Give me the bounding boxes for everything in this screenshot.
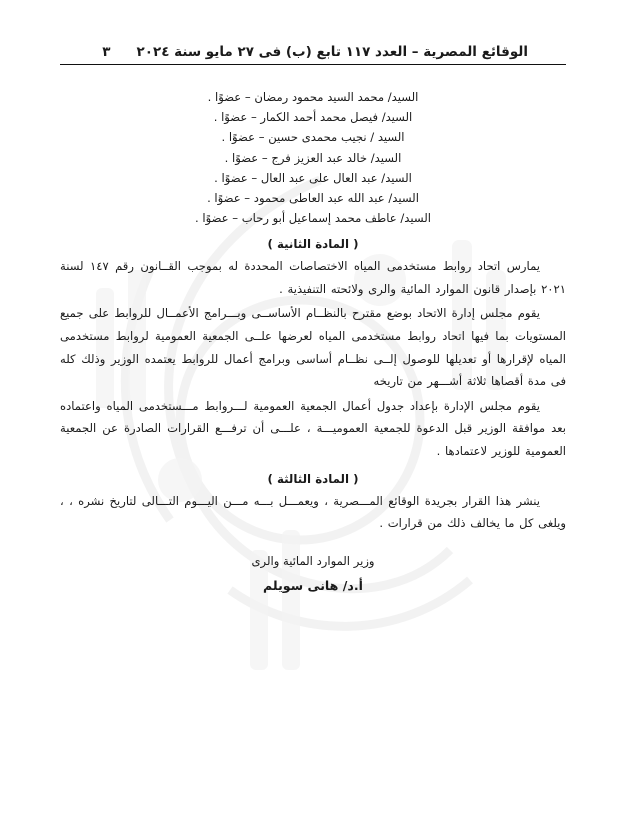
article-three-paragraph-1: ينشر هذا القرار بجريدة الوقائع المـــصرية ، ويعمـــل بـــه مـــن اليـــوم التـــالى لتاريخ نشره ، ، ويلغى كل ما يخالف ذلك من قرارات . (60, 493, 566, 531)
page-header (60, 44, 566, 65)
article-two-paragraph-2: يقوم مجلس إدارة الاتحاد بوضع مقترح بالنظــام الأساســى وبـــرامج الأعمــال للروابط على جميع المستويات بما فيها اتحاد روابط مستخدمى المياه لعرضها علــى الجمعية العمومية لروابط مستخدمى المياه لإقرارها أو تعديلها للوصول إلــى نظــام أساسى وبرامج أعمال للروابط يعتمده الوزير وذلك كله فى مدة أقصاها ثلاثة أشـــهر من تاريخه (60, 306, 566, 389)
header-title: الوقائع المصرية – العدد ١١٧ تابع (ب) فى ٢٧ مايو سنة ٢٠٢٤ (136, 44, 528, 60)
page-number: ٣ (102, 44, 111, 60)
article-two-paragraph-1: يمارس اتحاد روابط مستخدمى المياه الاختصاصات المحددة له بموجب القــانون رقم ١٤٧ لسنة ٢٠٢١ بإصدار قانون الموارد المائية والرى ولائحته التنفيذية . (60, 259, 566, 296)
list-item: السيد/ عبد العال على عبد العال – عضوًا . (214, 170, 412, 185)
member-list (60, 87, 566, 228)
signature-block (60, 551, 566, 593)
list-item: السيد/ خالد عبد العزيز فرج – عضوًا . (224, 150, 402, 165)
list-item: السيد/ فيصل محمد أحمد الكمار – عضوًا . (213, 110, 413, 125)
article-section-two (60, 237, 566, 462)
signature-name: أ.د/ هانى سويلم (263, 577, 363, 593)
list-item: السيد / نجيب محمدى حسين – عضوًا . (221, 130, 405, 145)
list-item: السيد/ محمد السيد محمود رمضان – عضوًا . (207, 90, 419, 104)
list-item: السيد/ عبد الله عبد العاطى محمود – عضوًا . (207, 190, 419, 205)
article-heading-three: ( المادة الثالثة ) (267, 471, 359, 486)
article-section-three (60, 472, 566, 535)
list-item: السيد/ عاطف محمد إسماعيل أبو رحاب – عضوًا . (195, 211, 431, 226)
signature-role: وزير الموارد المائية والرى (251, 553, 375, 568)
article-two-paragraph-3: يقوم مجلس الإدارة بإعداد جدول أعمال الجمعية العمومية لـــروابط مـــستخدمى المياه واعتماده بعد موافقة الوزير قبل الدعوة للجمعية العموميـــة ، علـــى أن ترفـــع القرارات الصادرة عن الجمعية العمومية للوزير لاعتمادها . (60, 398, 566, 458)
article-heading-two: ( المادة الثانية ) (267, 237, 359, 252)
